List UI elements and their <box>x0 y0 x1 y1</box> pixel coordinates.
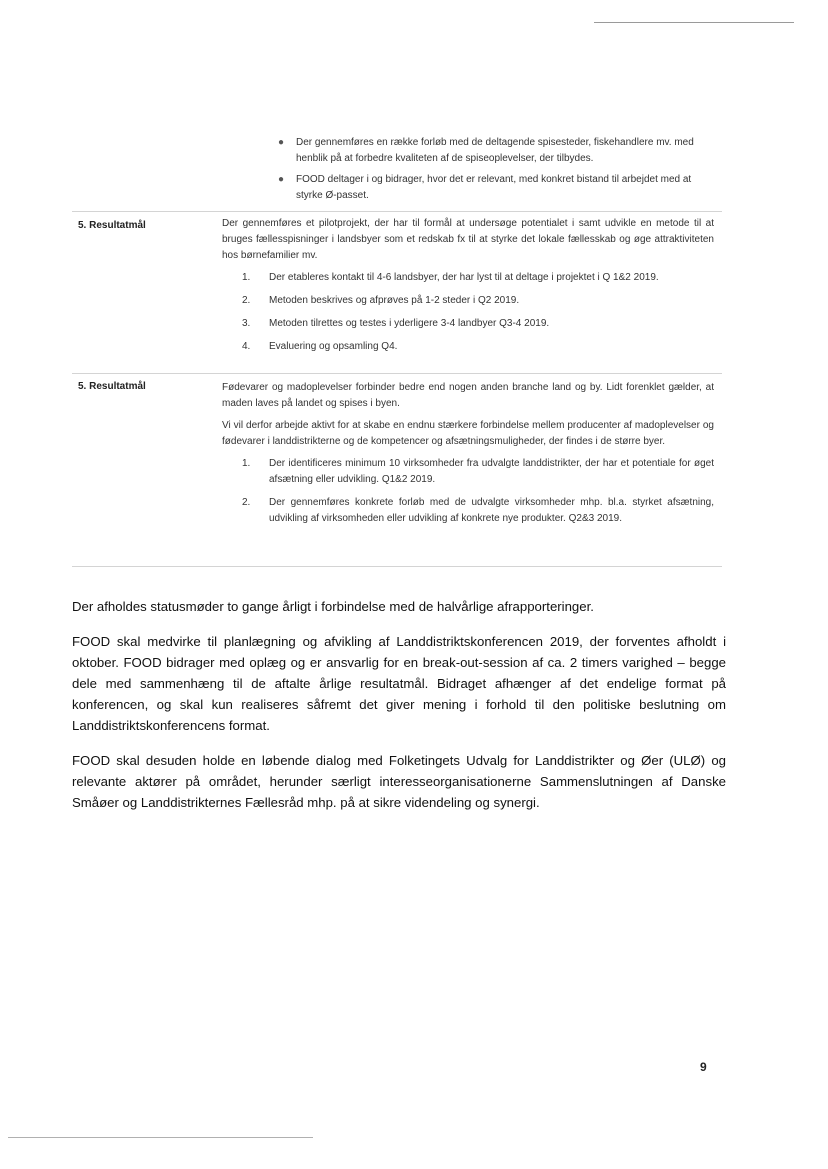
row-body <box>222 216 714 362</box>
table-divider <box>72 373 722 374</box>
row-label: 5. Resultatmål <box>78 381 146 392</box>
row-paragraph: Der gennemføres et pilotprojekt, der har til formål at undersøge potentialet i samt udvikle en metode til at bruges fællesspisninger i landsbyer som et redskab fx til at styrke det lokale fællesskab og øge attraktiviteten hos børnefamilier mv. <box>222 218 714 261</box>
list-item: 2. Der gennemføres konkrete forløb med de udvalgte virksomheder mhp. bl.a. styrket afsætning, udvikling af virksomheden eller udvikling af konkrete nye produkter. Q2&3 2019. <box>242 497 714 524</box>
bullet-icon: ● <box>278 174 285 185</box>
bullet-item: ● FOOD deltager i og bidrager, hvor det er relevant, med konkret bistand til arbejdet med at styrke Ø-passet. <box>278 174 692 201</box>
scan-artifact-line <box>8 1137 313 1138</box>
list-item: 3. Metoden tilrettes og testes i yderligere 3-4 landbyer Q3-4 2019. <box>242 318 550 329</box>
body-paragraph: FOOD skal medvirke til planlægning og afvikling af Landdistriktskonferencen 2019, der forventes afholdt i oktober. FOOD bidrager med oplæg og er ansvarlig for en break-out-session af ca. 2 timers varighed – begge dele med sammenhæng til de aftalte årlige resultatmål. Bidraget afhænger af det endelige format på konferencen, og skal kun realiseres såfremt det giver mening i forhold til den politiske beslutning om Landdistriktskonferencens format. <box>72 634 726 733</box>
bullet-icon: ● <box>278 137 285 148</box>
list-item: 2. Metoden beskrives og afprøves på 1-2 steder i Q2 2019. <box>242 295 520 306</box>
numbered-list <box>242 270 714 355</box>
body-paragraph: Der afholdes statusmøder to gange årligt i forbindelse med de halvårlige afrapporteringer. <box>72 599 594 614</box>
row-paragraph: Fødevarer og madoplevelser forbinder bedre end nogen anden branche land og by. Lidt forenklet gælder, at maden laves på landet og spises i byen. <box>222 382 714 409</box>
row-body <box>222 380 714 534</box>
page-number: 9 <box>700 1060 707 1074</box>
list-item: 1. Der etableres kontakt til 4-6 landsbyer, der har lyst til at deltage i projektet i Q 1&2 2019. <box>242 272 659 283</box>
list-item: 4. Evaluering og opsamling Q4. <box>242 341 398 352</box>
bullet-list <box>278 135 714 209</box>
row-paragraph: Vi vil derfor arbejde aktivt for at skabe en endnu stærkere forbindelse mellem producenter af madoplevelser og fødevarer i landdistrikterne og de kompetencer og afsætningsmuligheder, der findes i de større byer. <box>222 420 714 447</box>
scan-artifact-line <box>594 22 794 23</box>
numbered-list <box>242 456 714 527</box>
bullet-item: ● Der gennemføres en række forløb med de deltagende spisesteder, fiskehandlere mv. med henblik på at forbedre kvaliteten af de spiseoplevelser, der tilbydes. <box>278 137 694 164</box>
table-divider <box>72 211 722 212</box>
list-item: 1. Der identificeres minimum 10 virksomheder fra udvalgte landdistrikter, der har et potentiale for øget afsætning eller udvikling. Q1&2 2019. <box>242 458 714 485</box>
row-label: 5. Resultatmål <box>78 220 146 231</box>
body-paragraph: FOOD skal desuden holde en løbende dialog med Folketingets Udvalg for Landdistrikter og Øer (ULØ) og relevante aktører på området, herunder særligt interesseorganisationerne Sammenslutningen af Danske Småøer og Landdistrikternes Fællesråd mhp. på at sikre videndeling og synergi. <box>72 753 726 810</box>
table-divider <box>72 566 722 567</box>
body-text <box>72 596 726 827</box>
